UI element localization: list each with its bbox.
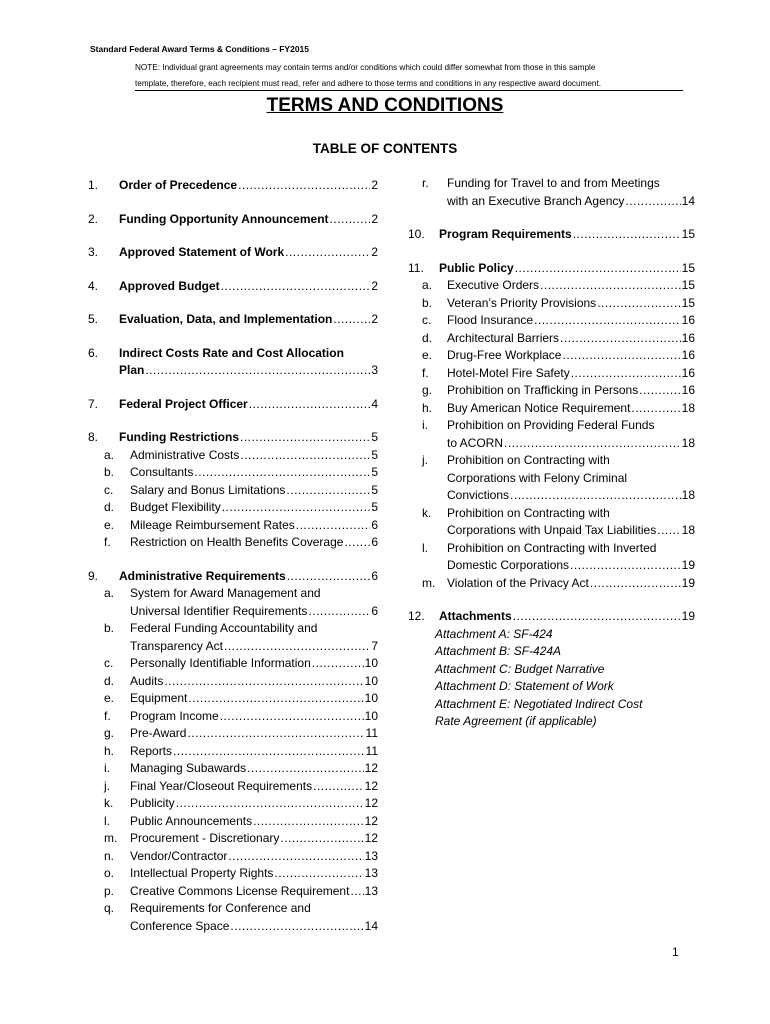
toc-label: Restriction on Health Benefits Coverage <box>130 535 344 549</box>
toc-subentry[interactable] <box>88 673 378 691</box>
toc-entry[interactable] <box>408 608 695 626</box>
toc-page: 13 <box>364 883 378 898</box>
toc-label-line: Prohibition on Contracting with <box>447 453 610 467</box>
toc-label: Approved Budget <box>119 278 220 293</box>
toc-number: 12. <box>408 609 425 623</box>
toc-page: 2 <box>371 245 378 259</box>
toc-subentry[interactable] <box>88 743 378 761</box>
toc-label: Audits <box>130 673 164 688</box>
toc-number: h. <box>104 743 115 758</box>
toc-subentry[interactable] <box>88 865 378 883</box>
toc-subentry[interactable] <box>408 330 695 348</box>
toc-label: Administrative Costs <box>130 447 240 462</box>
toc-page: 18 <box>681 488 695 502</box>
toc-label-line: Requirements for Conference and <box>130 901 311 915</box>
toc-subentry[interactable] <box>408 295 695 313</box>
toc-number: l. <box>104 813 110 828</box>
toc-number: f. <box>422 365 429 380</box>
toc-number: 2. <box>88 211 99 226</box>
toc-page: 2 <box>371 178 378 192</box>
toc-subentry[interactable] <box>88 813 378 831</box>
toc-number: c. <box>104 656 114 670</box>
toc-page: 2 <box>371 278 378 293</box>
toc-label: Program Income <box>130 708 219 723</box>
toc-subentry[interactable] <box>88 447 378 465</box>
toc-number: f. <box>104 708 111 723</box>
toc-label: Federal Project Officer <box>119 396 248 411</box>
toc-label: with an Executive Branch Agency <box>447 193 625 208</box>
toc-number: a. <box>104 447 115 462</box>
toc-number: k. <box>422 505 432 520</box>
toc-number: a. <box>104 586 115 600</box>
toc-subentry[interactable] <box>408 175 695 210</box>
toc-page: 11 <box>365 743 378 758</box>
toc-label: Equipment <box>130 691 188 705</box>
toc-page: 6 <box>371 568 378 583</box>
toc-subentry[interactable] <box>88 795 378 813</box>
toc-label: Public Policy <box>439 260 514 275</box>
toc-label: Convictions <box>447 488 510 502</box>
toc-page: 12 <box>364 831 378 845</box>
toc-number: f. <box>104 535 111 549</box>
toc-page: 14 <box>681 193 695 208</box>
toc-subentry[interactable] <box>88 848 378 866</box>
toc-label: Hotel-Motel Fire Safety <box>447 365 570 380</box>
toc-label: Mileage Reimbursement Rates <box>130 517 295 532</box>
toc-page: 5 <box>371 447 378 462</box>
toc-page: 2 <box>371 312 378 326</box>
toc-page: 16 <box>681 383 695 397</box>
attachment-item[interactable]: Attachment E: Negotiated Indirect Cost <box>435 696 643 711</box>
toc-label: Attachments <box>439 609 512 623</box>
toc-subentry[interactable] <box>88 900 378 935</box>
toc-label: Public Announcements <box>130 813 253 828</box>
toc-page: 10 <box>364 691 378 705</box>
toc-page: 16 <box>681 348 695 362</box>
toc-page: 4 <box>371 396 378 411</box>
toc-sublist <box>408 277 695 417</box>
toc-subentry[interactable] <box>88 585 378 620</box>
toc-number: 7. <box>88 396 99 411</box>
toc-subentry[interactable] <box>88 725 378 743</box>
toc-number: j. <box>422 453 428 467</box>
toc-page: 13 <box>364 848 378 863</box>
toc-page: 12 <box>364 778 378 793</box>
toc-label: Administrative Requirements <box>119 568 286 583</box>
toc-number: h. <box>422 400 433 415</box>
attachment-item[interactable]: Attachment B: SF-424A <box>435 644 562 658</box>
header-note <box>135 60 683 92</box>
toc-label: Creative Commons License Requirement <box>130 883 350 898</box>
toc-page: 5 <box>371 500 378 514</box>
toc-page: 15 <box>681 260 695 275</box>
page-title-text: TERMS AND CONDITIONS <box>266 95 504 116</box>
toc-subentry[interactable] <box>88 482 378 500</box>
toc-subentry[interactable] <box>408 277 695 295</box>
attachment-item[interactable]: Attachment A: SF-424 <box>435 626 553 641</box>
toc-number: 3. <box>88 245 99 259</box>
toc-number: m. <box>104 831 118 845</box>
toc-number: d. <box>104 500 115 514</box>
toc-subentry[interactable] <box>408 365 695 383</box>
toc-page: 15 <box>681 295 695 310</box>
toc-entry[interactable] <box>408 260 695 278</box>
toc-page: 13 <box>364 866 378 880</box>
toc-label: Funding Opportunity Announcement <box>119 211 329 226</box>
attachment-item[interactable]: Rate Agreement (if applicable) <box>435 714 597 728</box>
toc-subentry[interactable] <box>88 534 378 552</box>
toc-subentry[interactable] <box>88 499 378 517</box>
toc-number: d. <box>422 330 433 345</box>
toc-sublist <box>88 447 378 552</box>
toc-number: g. <box>422 383 433 397</box>
toc-label: Salary and Bonus Limitations <box>130 482 286 497</box>
toc-label: Universal Identifier Requirements <box>130 603 308 618</box>
toc-number: 11. <box>408 260 424 275</box>
toc-page: 15 <box>681 278 695 292</box>
toc-subentry[interactable] <box>408 505 695 540</box>
toc-page: 10 <box>364 656 378 670</box>
toc-left-column <box>88 177 378 935</box>
toc-number: e. <box>104 691 115 705</box>
toc-page: 18 <box>681 435 695 450</box>
toc-number: e. <box>422 348 433 362</box>
toc-page: 14 <box>364 918 378 933</box>
toc-label: Budget Flexibility <box>130 500 221 514</box>
toc-right-column <box>408 175 695 731</box>
toc-page: 19 <box>681 558 695 572</box>
toc-label: Personally Identifiable Information <box>130 656 311 670</box>
toc-page: 10 <box>364 708 378 723</box>
toc-sublist <box>88 655 378 900</box>
toc-label: Vendor/Contractor <box>130 848 228 863</box>
toc-page: 5 <box>371 430 378 444</box>
toc-label: Flood Insurance <box>447 313 534 327</box>
toc-page: 2 <box>371 211 378 226</box>
toc-page: 11 <box>365 726 378 740</box>
toc-entry[interactable] <box>408 226 695 244</box>
toc-label-line: Prohibition on Contracting with Inverted <box>447 540 657 555</box>
toc-number: g. <box>104 726 115 740</box>
toc-number: i. <box>104 761 110 775</box>
toc-label: Transparency Act <box>130 638 223 653</box>
toc-number: p. <box>104 883 115 898</box>
toc-number: 9. <box>88 568 99 583</box>
toc-label: Funding Restrictions <box>119 430 239 444</box>
toc-subentry[interactable] <box>88 517 378 535</box>
toc-label: Order of Precedence <box>119 178 238 192</box>
toc-label: Plan <box>119 363 145 377</box>
toc-entry[interactable] <box>88 568 378 586</box>
toc-label-line: Funding for Travel to and from Meetings <box>447 176 660 190</box>
toc-number: b. <box>104 465 115 479</box>
toc-number: b. <box>104 621 115 635</box>
page-number: 1 <box>672 945 679 959</box>
toc-subentry[interactable] <box>88 778 378 796</box>
toc-number: e. <box>104 517 115 532</box>
toc-page: 15 <box>681 227 695 241</box>
toc-subentry[interactable] <box>88 655 378 673</box>
toc-number: m. <box>422 575 436 590</box>
toc-page: 10 <box>364 673 378 688</box>
toc-label: to ACORN <box>447 435 504 450</box>
toc-entry[interactable] <box>88 345 378 380</box>
toc-page: 18 <box>681 400 695 415</box>
toc-label: Violation of the Privacy Act <box>447 575 589 590</box>
toc-subentry[interactable] <box>408 575 695 593</box>
toc-label: Conference Space <box>130 918 230 933</box>
toc-label: Veteran’s Priority Provisions <box>447 295 597 310</box>
header-note-line2: template, therefore, each recipient must read, refer and adhere to those terms and conditions in any respective award document. <box>135 79 602 88</box>
toc-label: Buy American Notice Requirement <box>447 400 631 415</box>
toc-number: 10. <box>408 227 425 241</box>
toc-subentry[interactable] <box>88 690 378 708</box>
toc-entry[interactable] <box>88 311 378 329</box>
toc-subentry[interactable] <box>88 464 378 482</box>
toc-subentry[interactable] <box>408 417 695 452</box>
toc-page: 7 <box>371 638 378 653</box>
toc-page: 19 <box>681 575 695 590</box>
toc-entry[interactable] <box>88 429 378 447</box>
toc-subentry[interactable] <box>408 540 695 575</box>
toc-label: Executive Orders <box>447 278 540 292</box>
toc-label-line: Corporations with Felony Criminal <box>447 470 628 485</box>
toc-number: d. <box>104 673 115 688</box>
attachment-item[interactable]: Attachment D: Statement of Work <box>435 679 614 693</box>
toc-entry[interactable] <box>88 177 378 195</box>
toc-label-line: Federal Funding Accountability and <box>130 621 318 635</box>
toc-label: Final Year/Closeout Requirements <box>130 778 313 793</box>
toc-label: Pre-Award <box>130 726 187 740</box>
toc-number: 1. <box>88 178 99 192</box>
toc-label: Procurement - Discretionary <box>130 831 280 845</box>
header-note-line1: NOTE: Individual grant agreements may contain terms and/or conditions which could differ somewhat from those in this sample <box>135 63 596 72</box>
toc-subentry[interactable] <box>408 400 695 418</box>
toc-label-line: System for Award Management and <box>130 586 321 600</box>
toc-label: Managing Subawards <box>130 761 247 775</box>
toc-number: a. <box>422 278 433 292</box>
toc-page: 12 <box>364 813 378 828</box>
toc-label: Program Requirements <box>439 227 572 241</box>
toc-subentry[interactable] <box>88 830 378 848</box>
toc-page: 5 <box>371 465 378 479</box>
toc-page: 12 <box>364 796 378 810</box>
toc-page: 16 <box>681 365 695 380</box>
toc-label: Architectural Barriers <box>447 330 560 345</box>
toc-number: j. <box>104 778 110 793</box>
toc-label: Publicity <box>130 796 175 810</box>
toc-number: r. <box>422 176 429 190</box>
toc-number: 5. <box>88 312 99 326</box>
toc-label: Intellectual Property Rights <box>130 866 274 880</box>
toc-page: 6 <box>371 603 378 618</box>
toc-page: 16 <box>681 330 695 345</box>
toc-number: b. <box>422 295 433 310</box>
toc-page: 16 <box>681 313 695 327</box>
toc-entry[interactable] <box>88 211 378 229</box>
toc-label-line: Prohibition on Providing Federal Funds <box>447 418 655 432</box>
page-title <box>0 95 770 117</box>
toc-subentry[interactable] <box>88 620 378 655</box>
toc-number: k. <box>104 796 114 810</box>
toc-subentry[interactable] <box>88 883 378 901</box>
attachment-item[interactable]: Attachment C: Budget Narrative <box>435 661 605 676</box>
toc-entry[interactable] <box>88 244 378 262</box>
toc-label: Reports <box>130 743 173 758</box>
toc-label-line: Prohibition on Contracting with <box>447 505 610 520</box>
toc-label: Corporations with Unpaid Tax Liabilities <box>447 523 657 537</box>
toc-number: c. <box>422 313 432 327</box>
toc-subentry[interactable] <box>408 382 695 400</box>
toc-subentry[interactable] <box>408 347 695 365</box>
toc-label: Consultants <box>130 465 194 479</box>
toc-number: q. <box>104 901 115 915</box>
toc-page: 18 <box>681 523 695 537</box>
toc-number: o. <box>104 866 115 880</box>
toc-label: Drug-Free Workplace <box>447 348 562 362</box>
toc-number: 8. <box>88 430 99 444</box>
toc-page: 12 <box>364 761 378 775</box>
toc-number: n. <box>104 848 115 863</box>
toc-number: 4. <box>88 278 99 293</box>
toc-label: Domestic Corporations <box>447 558 570 572</box>
toc-number: i. <box>422 418 428 432</box>
header-title: Standard Federal Award Terms & Conditions – FY2015 <box>90 44 310 54</box>
toc-page: 6 <box>371 535 378 549</box>
toc-number: c. <box>104 482 114 497</box>
toc-label: Evaluation, Data, and Implementation <box>119 312 333 326</box>
toc-label: Prohibition on Trafficking in Persons <box>447 383 639 397</box>
toc-subentry[interactable] <box>88 760 378 778</box>
toc-page: 19 <box>681 609 695 623</box>
toc-subentry[interactable] <box>88 708 378 726</box>
toc-page: 5 <box>371 482 378 497</box>
toc-heading: TABLE OF CONTENTS <box>312 141 458 156</box>
toc-entry[interactable] <box>88 278 378 296</box>
toc-page: 3 <box>371 363 378 377</box>
toc-label-line: Indirect Costs Rate and Cost Allocation <box>119 345 344 360</box>
header-divider <box>135 90 683 91</box>
toc-subentry[interactable] <box>408 312 695 330</box>
toc-page: 6 <box>371 517 378 532</box>
toc-number: l. <box>422 540 428 555</box>
toc-number: 6. <box>88 345 99 360</box>
toc-subentry[interactable] <box>408 452 695 505</box>
toc-entry[interactable] <box>88 396 378 414</box>
attachment-list <box>408 626 695 731</box>
toc-label: Approved Statement of Work <box>119 245 285 259</box>
